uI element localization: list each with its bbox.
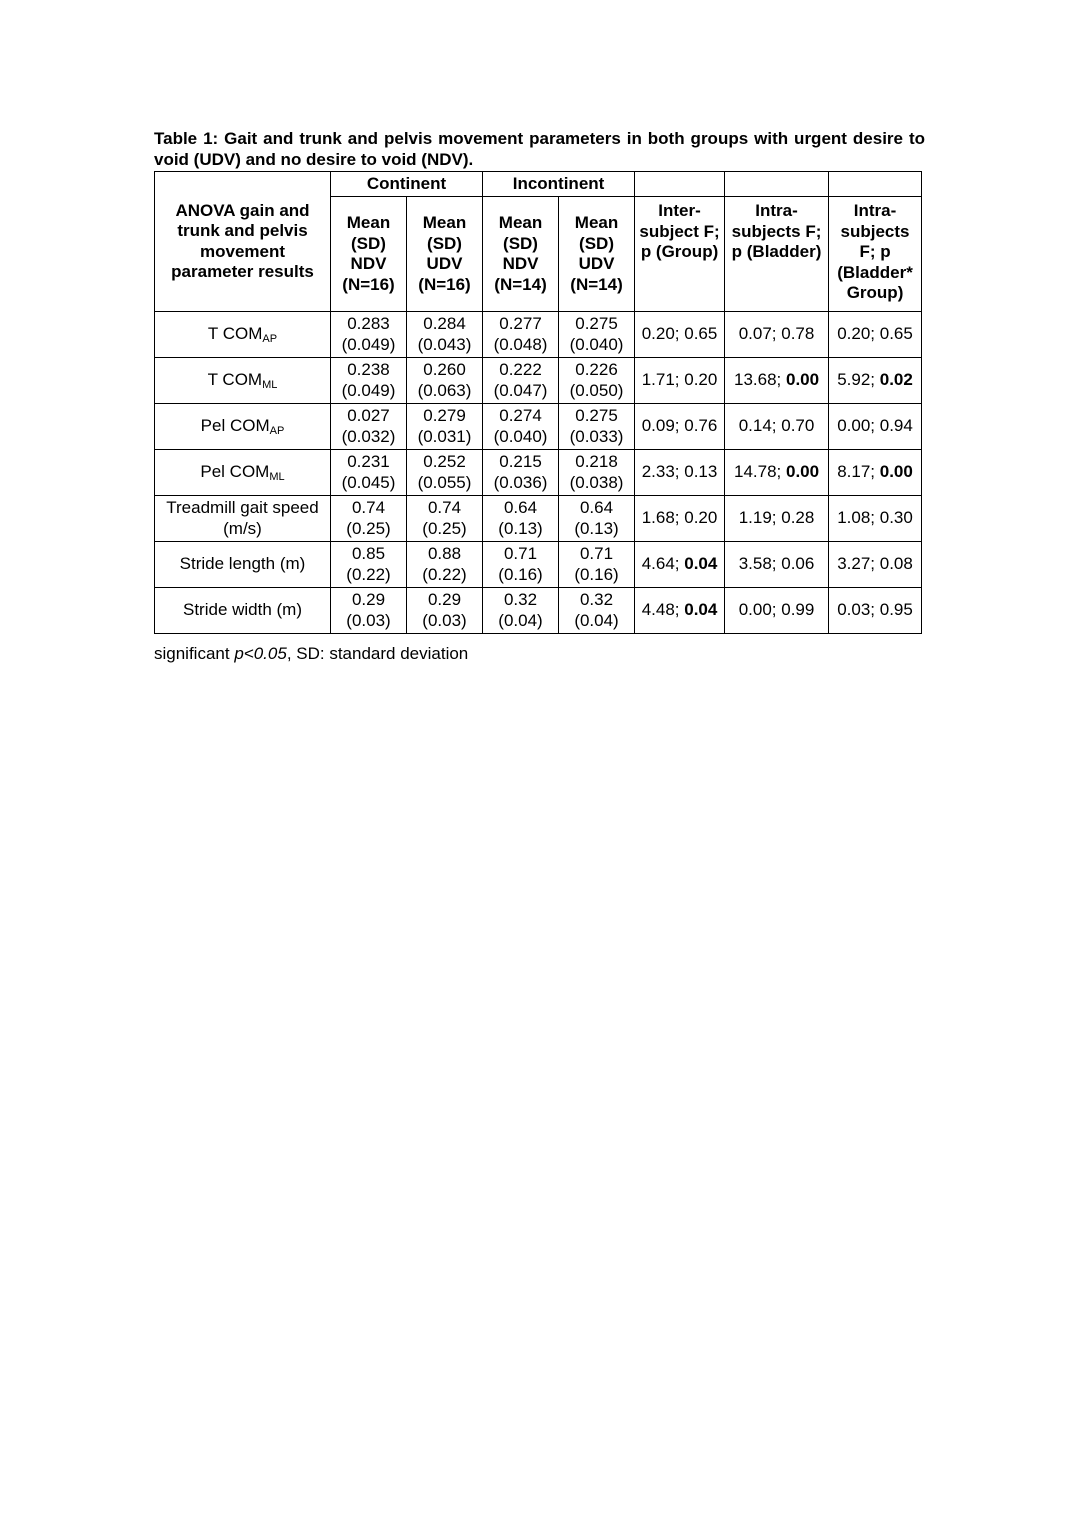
mean-sd-cell: 0.32 (0.04): [483, 588, 559, 634]
p-value: 0.94: [879, 416, 913, 436]
f-value: 1.19;: [738, 508, 777, 528]
parameter-label: Pel COM: [200, 416, 270, 436]
anova-cell: [725, 312, 829, 358]
mean-sd-cell: 0.85 (0.22): [331, 542, 407, 588]
header-continent-udv: Mean (SD) UDV (N=16): [407, 197, 483, 312]
header-continent: Continent: [331, 172, 483, 197]
f-value: 4.64;: [641, 554, 680, 574]
parameter-label: T COM: [207, 370, 263, 390]
row-parameter-name: [155, 450, 331, 496]
f-value: 8.17;: [837, 462, 876, 482]
mean-sd-cell: 0.284 (0.043): [407, 312, 483, 358]
table-footnote: [154, 644, 468, 664]
header-empty-bladder: [725, 172, 829, 197]
f-value: 0.14;: [738, 416, 777, 436]
mean-sd-cell: 0.29 (0.03): [331, 588, 407, 634]
anova-cell: [829, 404, 922, 450]
anova-cell: [635, 312, 725, 358]
f-value: 2.33;: [641, 462, 680, 482]
anova-cell: [829, 312, 922, 358]
f-value: 0.07;: [738, 324, 777, 344]
mean-sd-cell: 0.215 (0.036): [483, 450, 559, 496]
mean-sd-cell: 0.226 (0.050): [559, 358, 635, 404]
parameter-label: Stride width (m): [182, 600, 303, 620]
header-incontinent-udv: Mean (SD) UDV (N=14): [559, 197, 635, 312]
anova-cell: [725, 496, 829, 542]
anova-cell: [725, 542, 829, 588]
header-row-label: ANOVA gain and trunk and pelvis movement parameter results: [155, 172, 331, 312]
p-value: 0.70: [781, 416, 815, 436]
f-value: 0.20;: [641, 324, 680, 344]
row-parameter-name: [155, 588, 331, 634]
anova-cell: [635, 450, 725, 496]
mean-sd-cell: 0.277 (0.048): [483, 312, 559, 358]
mean-sd-cell: 0.74 (0.25): [407, 496, 483, 542]
parameter-label: Stride length (m): [179, 554, 306, 574]
anova-cell: [635, 404, 725, 450]
anova-cell: [829, 358, 922, 404]
anova-cell: [635, 358, 725, 404]
p-value: 0.30: [879, 508, 913, 528]
row-parameter-name: [155, 542, 331, 588]
f-value: 14.78;: [733, 462, 782, 482]
footnote-significance: p<0.05: [234, 644, 287, 663]
f-value: 1.71;: [641, 370, 680, 390]
header-intra-interaction: Intra-subjects F; p (Bladder* Group): [829, 197, 922, 312]
row-parameter-name: [155, 312, 331, 358]
p-value: 0.04: [684, 554, 718, 574]
p-value: 0.76: [684, 416, 718, 436]
footnote-suffix: , SD: standard deviation: [286, 644, 469, 663]
table-row: [155, 588, 922, 634]
anova-cell: [725, 358, 829, 404]
mean-sd-cell: 0.027 (0.032): [331, 404, 407, 450]
mean-sd-cell: 0.218 (0.038): [559, 450, 635, 496]
mean-sd-cell: 0.283 (0.049): [331, 312, 407, 358]
mean-sd-cell: 0.238 (0.049): [331, 358, 407, 404]
p-value: 0.00: [785, 370, 820, 390]
parameter-label: Treadmill gait speed (m/s): [166, 498, 319, 538]
anova-cell: [829, 450, 922, 496]
mean-sd-cell: 0.71 (0.16): [559, 542, 635, 588]
p-value: 0.08: [879, 554, 913, 574]
p-value: 0.04: [684, 600, 718, 620]
results-table: [154, 171, 922, 634]
header-incontinent-ndv: Mean (SD) NDV (N=14): [483, 197, 559, 312]
mean-sd-cell: 0.279 (0.031): [407, 404, 483, 450]
p-value: 0.65: [684, 324, 718, 344]
f-value: 0.00;: [837, 416, 876, 436]
table-row: [155, 404, 922, 450]
row-parameter-name: [155, 358, 331, 404]
row-parameter-name: [155, 404, 331, 450]
anova-cell: [829, 542, 922, 588]
f-value: 4.48;: [641, 600, 680, 620]
p-value: 0.13: [684, 462, 718, 482]
anova-cell: [635, 588, 725, 634]
parameter-label: T COM: [207, 324, 263, 344]
f-value: 5.92;: [837, 370, 876, 390]
p-value: 0.20: [684, 370, 718, 390]
parameter-subscript: AP: [262, 333, 278, 346]
p-value: 0.02: [879, 370, 913, 390]
header-empty-inter: [635, 172, 725, 197]
anova-cell: [725, 450, 829, 496]
anova-cell: [635, 542, 725, 588]
mean-sd-cell: 0.260 (0.063): [407, 358, 483, 404]
anova-cell: [635, 496, 725, 542]
mean-sd-cell: 0.88 (0.22): [407, 542, 483, 588]
f-value: 0.00;: [738, 600, 777, 620]
footnote-prefix: significant: [154, 644, 235, 663]
mean-sd-cell: 0.64 (0.13): [483, 496, 559, 542]
p-value: 0.65: [879, 324, 913, 344]
p-value: 0.99: [781, 600, 815, 620]
anova-cell: [725, 404, 829, 450]
table-row: [155, 496, 922, 542]
header-row-groups: [155, 172, 922, 197]
f-value: 1.08;: [837, 508, 876, 528]
parameter-label: Pel COM: [200, 462, 270, 482]
parameter-subscript: ML: [269, 471, 285, 484]
mean-sd-cell: 0.274 (0.040): [483, 404, 559, 450]
p-value: 0.00: [879, 462, 913, 482]
f-value: 0.20;: [837, 324, 876, 344]
anova-cell: [829, 496, 922, 542]
table-row: [155, 312, 922, 358]
mean-sd-cell: 0.231 (0.045): [331, 450, 407, 496]
table-row: [155, 542, 922, 588]
p-value: 0.20: [684, 508, 718, 528]
mean-sd-cell: 0.74 (0.25): [331, 496, 407, 542]
row-parameter-name: [155, 496, 331, 542]
header-inter-subject: Inter-subject F; p (Group): [635, 197, 725, 312]
mean-sd-cell: 0.275 (0.033): [559, 404, 635, 450]
p-value: 0.95: [879, 600, 913, 620]
parameter-subscript: AP: [269, 425, 285, 438]
header-intra-bladder: Intra-subjects F; p (Bladder): [725, 197, 829, 312]
mean-sd-cell: 0.32 (0.04): [559, 588, 635, 634]
f-value: 0.03;: [837, 600, 876, 620]
f-value: 0.09;: [641, 416, 680, 436]
p-value: 0.78: [781, 324, 815, 344]
f-value: 13.68;: [733, 370, 782, 390]
f-value: 3.58;: [738, 554, 777, 574]
p-value: 0.00: [785, 462, 820, 482]
table-row: [155, 450, 922, 496]
mean-sd-cell: 0.64 (0.13): [559, 496, 635, 542]
mean-sd-cell: 0.222 (0.047): [483, 358, 559, 404]
table-caption: Table 1: Gait and trunk and pelvis movement parameters in both groups with urgent desire to void (UDV) and no desire to void (NDV).: [154, 129, 925, 169]
mean-sd-cell: 0.71 (0.16): [483, 542, 559, 588]
anova-cell: [725, 588, 829, 634]
parameter-subscript: ML: [262, 379, 278, 392]
anova-cell: [829, 588, 922, 634]
p-value: 0.06: [781, 554, 815, 574]
p-value: 0.28: [781, 508, 815, 528]
header-empty-interaction: [829, 172, 922, 197]
mean-sd-cell: 0.29 (0.03): [407, 588, 483, 634]
mean-sd-cell: 0.275 (0.040): [559, 312, 635, 358]
table-row: [155, 358, 922, 404]
mean-sd-cell: 0.252 (0.055): [407, 450, 483, 496]
header-continent-ndv: Mean (SD) NDV (N=16): [331, 197, 407, 312]
f-value: 1.68;: [641, 508, 680, 528]
header-incontinent: Incontinent: [483, 172, 635, 197]
f-value: 3.27;: [837, 554, 876, 574]
